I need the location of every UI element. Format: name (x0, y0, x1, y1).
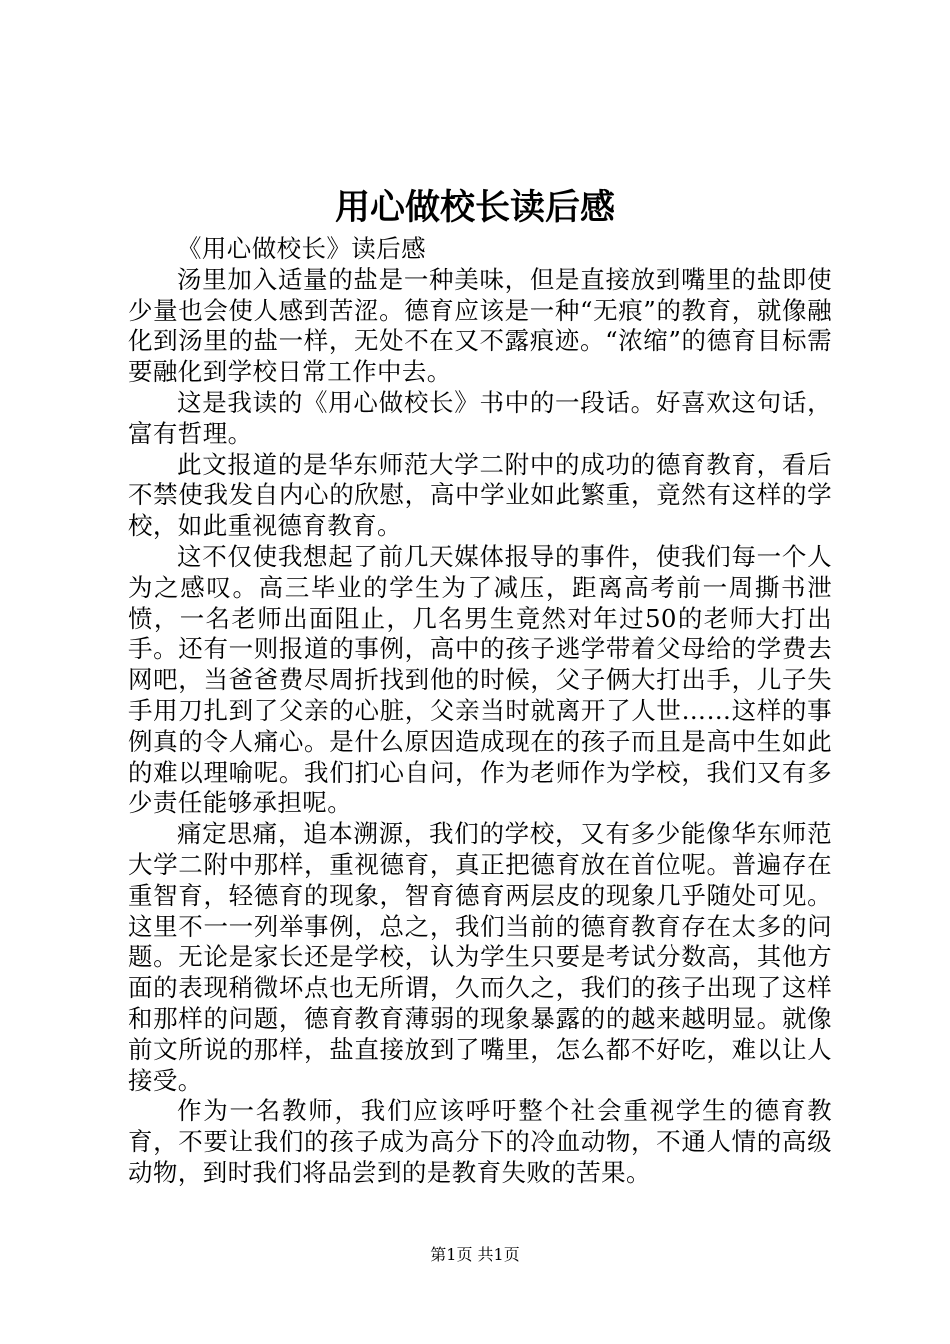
paragraph: 作为一名教师，我们应该呼吁整个社会重视学生的德育教育，不要让我们的孩子成为高分下的冷血动物，不通人情的高级动物，到时我们将品尝到的是教育失败的苦果。 (128, 1096, 832, 1187)
page-number-footer: 第1页 共1页 (430, 1245, 520, 1264)
paragraph: 这是我读的《用心做校长》书中的一段话。好喜欢这句话，富有哲理。 (128, 387, 832, 448)
document-body (128, 234, 832, 1189)
paragraph: 此文报道的是华东师范大学二附中的成功的德育教育，看后不禁使我发自内心的欣慰，高中学业如此繁重，竟然有这样的学校，如此重视德育教育。 (128, 449, 832, 541)
paragraph: 痛定思痛，追本溯源，我们的学校，又有多少能像华东师范大学二附中那样，重视德育，真正把德育放在首位呢。普遍存在重智育，轻德育的现象，智育德育两层皮的现象几乎随处可见。这里不一一列举事例，总之，我们当前的德育教育存在太多的问题。无论是家长还是学校，认为学生只要是考试分数高，其他方面的表现稍微坏点也无所谓，久而久之，我们的孩子出现了这样和那样的问题，德育教育薄弱的现象暴露的的越来越明显。就像前文所说的那样，盐直接放到了嘴里，怎么都不好吃，难以让人接受。 (128, 819, 832, 1095)
page-title: 用心做校长读后感 (334, 187, 615, 228)
paragraph-subtitle: 《用心做校长》读后感 (177, 234, 426, 263)
paragraph: 这不仅使我想起了前几天媒体报导的事件，使我们每一个人为之感叹。高三毕业的学生为了减压，距离高考前一周撕书泄愤，一名老师出面阻止，几名男生竟然对年过50的老师大打出手。还有一则报道的事例，高中的孩子逃学带着父母给的学费去网吧，当爸爸费尽周折找到他的时候，父子俩大打出手，儿子失手用刀扎到了父亲的心脏，父亲当时就离开了人世……这样的事例真的令人痛心。是什么原因造成现在的孩子而且是高中生如此的难以理喻呢。我们扪心自问，作为老师作为学校，我们又有多少责任能够承担呢。 (128, 541, 832, 818)
paragraph: 汤里加入适量的盐是一种美味，但是直接放到嘴里的盐即使少量也会使人感到苦涩。德育应该是一种“无痕”的教育，就像融化到汤里的盐一样，无处不在又不露痕迹。“浓缩”的德育目标需要融化到学校日常工作中去。 (128, 264, 832, 387)
